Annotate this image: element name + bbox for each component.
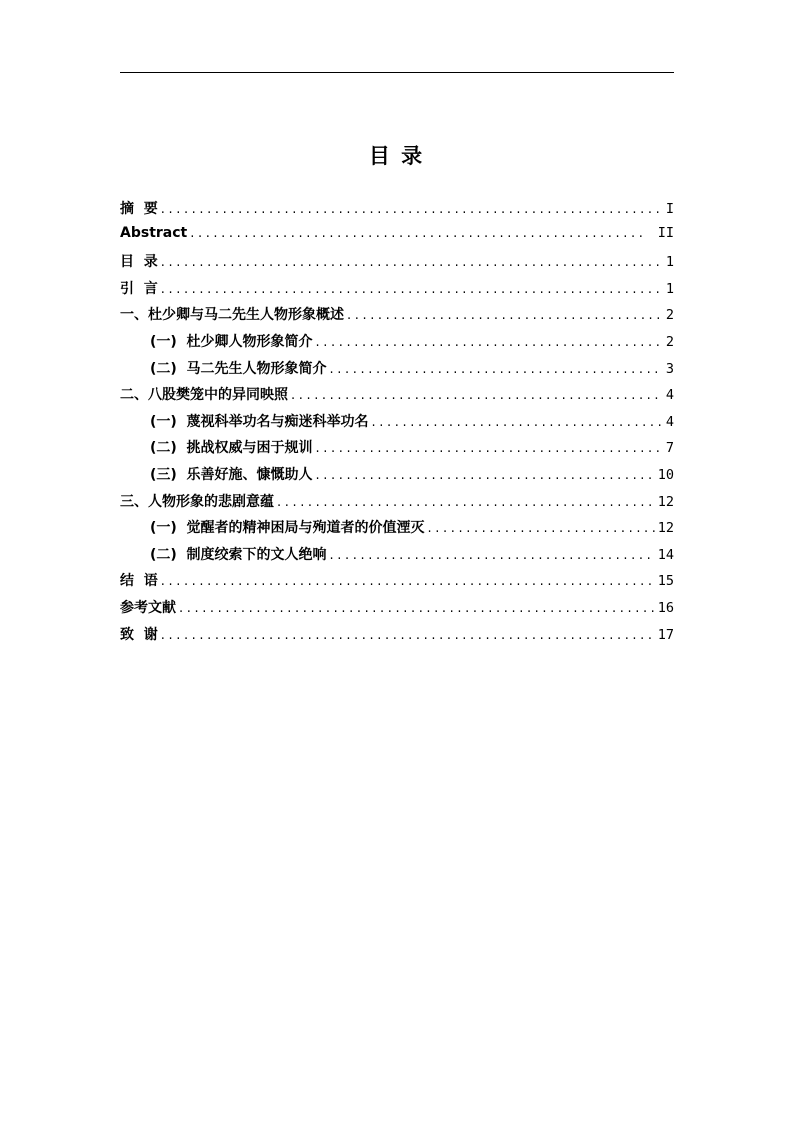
toc-entry-page: 12 [657, 520, 674, 537]
toc-entry-label: Abstract [120, 224, 188, 241]
toc-entry-page: 10 [657, 466, 674, 483]
toc-entry-page: I [665, 201, 674, 217]
page-title: 目 录 [368, 144, 425, 168]
toc-entry-label: 二、八股樊笼中的异同映照 [120, 387, 288, 404]
toc-entry-label: 参考文献 [120, 599, 176, 616]
toc-entry-section-1-2[interactable] [120, 358, 674, 385]
toc-leader-dots [291, 388, 663, 403]
table-of-contents [120, 198, 674, 650]
toc-entry-contents[interactable] [120, 251, 674, 278]
toc-entry-label: 引 言 [120, 280, 158, 297]
toc-leader-dots [428, 521, 655, 536]
toc-entry-chapter-2[interactable] [120, 384, 674, 411]
toc-entry-section-2-2[interactable] [120, 437, 674, 464]
toc-leader-dots [179, 601, 655, 616]
toc-leader-dots [316, 335, 663, 350]
toc-entry-label: 结 语 [120, 573, 158, 590]
toc-entry-section-2-1[interactable] [120, 411, 674, 438]
toc-entry-label: (一) 杜少卿人物形象简介 [150, 333, 313, 350]
toc-entry-label: 三、人物形象的悲剧意蕴 [120, 493, 274, 510]
toc-entry-chapter-1[interactable] [120, 304, 674, 331]
toc-entry-label: (一) 觉醒者的精神困局与殉道者的价值湮灭 [150, 520, 425, 537]
toc-leader-dots [161, 628, 655, 643]
toc-entry-label: (一) 蔑视科举功名与痴迷科举功名 [150, 413, 369, 430]
toc-entry-page: 1 [665, 280, 674, 297]
toc-entry-page: 4 [665, 387, 674, 404]
toc-entry-references[interactable] [120, 597, 674, 624]
toc-entry-page: 7 [665, 440, 674, 457]
toc-entry-label: 致 谢 [120, 626, 158, 643]
toc-entry-label: (三) 乐善好施、慷慨助人 [150, 466, 313, 483]
toc-entry-section-1-1[interactable] [120, 331, 674, 358]
toc-leader-dots [347, 308, 663, 323]
header-rule [120, 72, 674, 73]
toc-entry-conclusion[interactable] [120, 570, 674, 597]
toc-entry-page: 1 [665, 254, 674, 271]
toc-entry-abstract-cn[interactable] [120, 198, 674, 225]
toc-leader-dots [330, 548, 655, 563]
toc-entry-introduction[interactable] [120, 278, 674, 305]
toc-leader-dots [372, 415, 663, 430]
toc-leader-dots [330, 362, 663, 377]
toc-entry-page: 12 [657, 493, 674, 510]
toc-entry-section-3-2[interactable] [120, 544, 674, 571]
toc-entry-section-2-3[interactable] [120, 464, 674, 491]
toc-entry-page: 2 [665, 333, 674, 350]
toc-entry-page: II [649, 224, 674, 241]
toc-entry-page: 17 [657, 626, 674, 643]
toc-entry-label: (二) 制度绞索下的文人绝响 [150, 546, 327, 563]
toc-entry-section-3-1[interactable] [120, 517, 674, 544]
toc-entry-label: 一、杜少卿与马二先生人物形象概述 [120, 307, 344, 324]
toc-leader-dots [161, 574, 655, 589]
toc-leader-dots [161, 202, 663, 217]
toc-entry-page: 16 [657, 599, 674, 616]
toc-entry-label: (二) 马二先生人物形象简介 [150, 360, 327, 377]
toc-entry-page: 2 [665, 307, 674, 324]
toc-entry-page: 15 [657, 573, 674, 590]
toc-entry-label: (二) 挑战权威与困于规训 [150, 440, 313, 457]
toc-entry-page: 14 [657, 546, 674, 563]
toc-entry-page: 3 [665, 360, 674, 377]
toc-leader-dots [190, 226, 646, 241]
toc-leader-dots [316, 468, 655, 483]
toc-leader-dots [316, 441, 663, 456]
toc-entry-acknowledgements[interactable] [120, 624, 674, 651]
toc-entry-abstract-en[interactable] [120, 225, 674, 252]
toc-entry-page: 4 [665, 413, 674, 430]
toc-leader-dots [161, 282, 663, 297]
toc-leader-dots [161, 255, 663, 270]
toc-leader-dots [277, 495, 655, 510]
toc-entry-label: 摘 要 [120, 201, 158, 217]
toc-entry-chapter-3[interactable] [120, 491, 674, 518]
toc-entry-label: 目 录 [120, 254, 158, 271]
